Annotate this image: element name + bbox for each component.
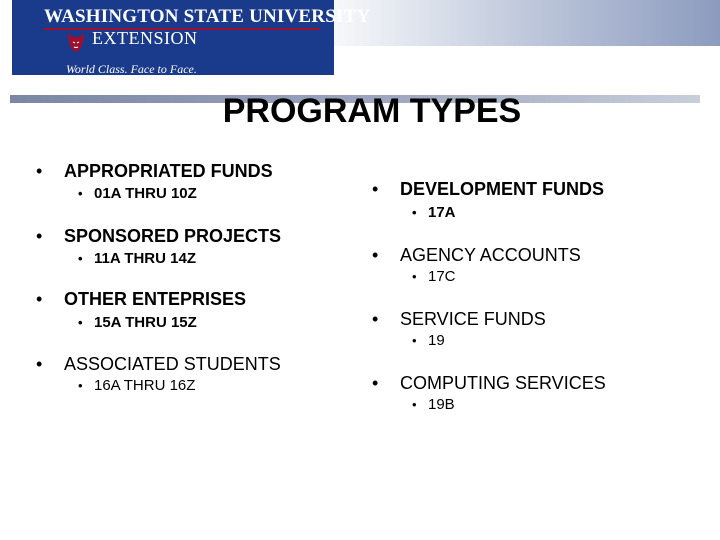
bullet-icon: • bbox=[412, 205, 417, 220]
list-subitem bbox=[78, 250, 196, 267]
list-item-appropriated-funds bbox=[36, 161, 273, 182]
bullet-icon: • bbox=[372, 245, 379, 265]
list-item-other-enterprises bbox=[36, 289, 246, 310]
list-item-associated-students bbox=[36, 354, 281, 375]
bullet-icon: • bbox=[78, 186, 83, 201]
list-item-sponsored-projects bbox=[36, 226, 281, 247]
list-item-label: AGENCY ACCOUNTS bbox=[400, 245, 581, 265]
bullet-icon: • bbox=[412, 397, 417, 412]
bullet-icon: • bbox=[78, 378, 83, 393]
list-subitem bbox=[78, 185, 197, 202]
bullet-icon: • bbox=[36, 161, 43, 181]
list-item-development-funds bbox=[372, 179, 604, 200]
logo-unit-name: EXTENSION bbox=[92, 28, 198, 48]
list-item-label: OTHER ENTEPRISES bbox=[64, 289, 247, 309]
list-subitem-label: 19B bbox=[428, 396, 455, 413]
bullet-icon: • bbox=[412, 269, 417, 284]
list-subitem bbox=[78, 377, 195, 394]
bullet-icon: • bbox=[372, 179, 379, 199]
list-item-label: APPROPRIATED FUNDS bbox=[64, 161, 273, 181]
list-subitem-label: 19 bbox=[428, 332, 445, 349]
list-subitem-label: 01A THRU 10Z bbox=[94, 185, 197, 202]
list-subitem bbox=[78, 314, 197, 331]
list-item-label: COMPUTING SERVICES bbox=[400, 373, 606, 393]
bullet-icon: • bbox=[36, 226, 43, 246]
list-item-computing-services bbox=[372, 373, 606, 394]
list-item-label: DEVELOPMENT FUNDS bbox=[400, 179, 605, 199]
list-subitem bbox=[412, 396, 455, 413]
bullet-icon: • bbox=[372, 309, 379, 329]
list-subitem-label: 17A bbox=[428, 204, 456, 221]
bullet-icon: • bbox=[36, 289, 43, 309]
logo-tagline: World Class. Face to Face. bbox=[66, 62, 197, 76]
list-subitem-label: 15A THRU 15Z bbox=[94, 314, 197, 331]
list-subitem-label: 11A THRU 14Z bbox=[94, 250, 196, 267]
bullet-icon: • bbox=[372, 373, 379, 393]
list-item-agency-accounts bbox=[372, 245, 581, 266]
list-item-label: SERVICE FUNDS bbox=[400, 309, 546, 329]
page-title: PROGRAM TYPES bbox=[222, 92, 522, 130]
bullet-icon: • bbox=[78, 251, 83, 266]
bullet-icon: • bbox=[78, 315, 83, 330]
cougar-head-icon bbox=[64, 30, 88, 54]
list-item-service-funds bbox=[372, 309, 546, 330]
logo-university-name: WASHINGTON STATE UNIVERSITY bbox=[44, 6, 371, 27]
list-item-label: SPONSORED PROJECTS bbox=[64, 226, 282, 246]
list-subitem-label: 17C bbox=[428, 268, 456, 285]
list-subitem-label: 16A THRU 16Z bbox=[94, 377, 196, 394]
list-subitem bbox=[412, 204, 456, 221]
list-item-label: ASSOCIATED STUDENTS bbox=[64, 354, 281, 374]
bullet-icon: • bbox=[412, 333, 417, 348]
bullet-icon: • bbox=[36, 354, 43, 374]
list-subitem bbox=[412, 332, 445, 349]
list-subitem bbox=[412, 268, 456, 285]
